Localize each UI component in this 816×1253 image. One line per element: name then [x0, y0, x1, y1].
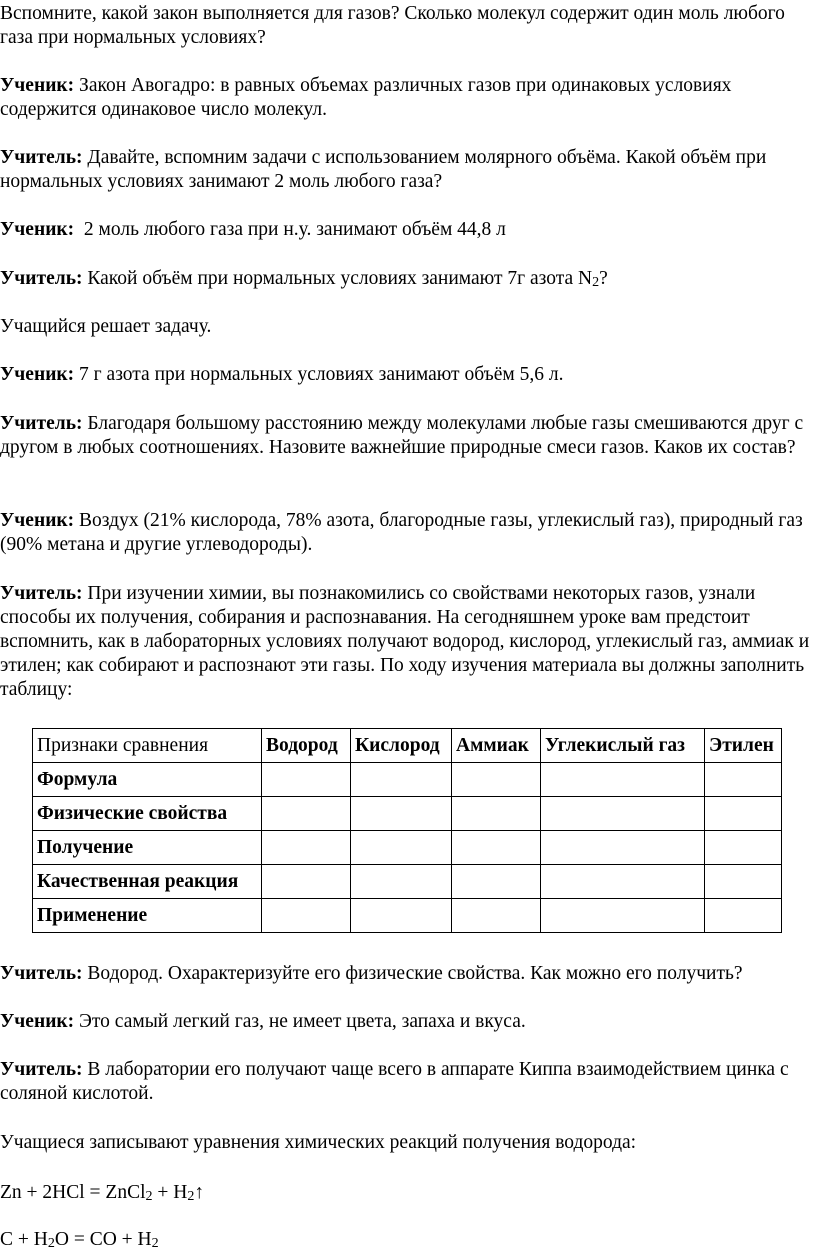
table-header-cell: Признаки сравнения — [33, 729, 262, 763]
table-cell — [262, 763, 351, 797]
table-row — [33, 899, 782, 933]
table-cell — [262, 797, 351, 831]
paragraph-teacher-mixtures — [0, 412, 814, 460]
comparison-table — [32, 728, 782, 933]
equation-zinc — [0, 1181, 814, 1205]
paragraph-text: Давайте, вспомним задачи с использованием молярного объёма. Какой объём при нормальных условиях занимают 2 моль любого газа? — [0, 147, 767, 192]
equation-part: C + H — [0, 1229, 48, 1250]
equation-part: + H — [152, 1182, 188, 1203]
table-cell — [262, 899, 351, 933]
table-cell — [452, 763, 541, 797]
paragraph-text: Это самый легкий газ, не имеет цвета, запаха и вкуса. — [74, 1011, 526, 1032]
table-header-cell: Водород — [262, 729, 351, 763]
table-cell — [351, 831, 452, 865]
table-header-row — [33, 729, 782, 763]
equation-carbon — [0, 1228, 814, 1252]
table-cell — [541, 763, 705, 797]
speaker-label: Учитель: — [0, 413, 83, 434]
table-cell — [452, 899, 541, 933]
subscript: 2 — [151, 1235, 159, 1252]
speaker-label: Учитель: — [0, 268, 83, 289]
subscript: 2 — [47, 1235, 55, 1252]
paragraph-text: Вспомните, какой закон выполняется для газов? Сколько молекул содержит один моль любого газа при нормальных условиях? — [0, 3, 785, 48]
paragraph-student-answer — [0, 363, 814, 387]
up-arrow-icon: ↑ — [194, 1182, 205, 1203]
table-cell — [262, 831, 351, 865]
table-cell — [705, 763, 782, 797]
speaker-label: Учитель: — [0, 963, 83, 984]
subscript: 2 — [187, 1188, 195, 1205]
speaker-label: Ученик: — [0, 510, 75, 531]
table-cell — [351, 797, 452, 831]
table-row-header: Качественная реакция — [33, 865, 262, 899]
paragraph-text: Воздух (21% кислорода, 78% азота, благородные газы, углекислый газ), природный газ (90% метана и другие углеводороды). — [0, 510, 803, 555]
paragraph-teacher-hydrogen — [0, 962, 814, 986]
table-cell — [452, 797, 541, 831]
paragraph-student-solves — [0, 315, 814, 339]
paragraph-student-hydrogen — [0, 1010, 814, 1034]
paragraph-text: 2 моль любого газа при н.у. занимают объём 44,8 л — [74, 219, 506, 240]
table-row-header: Применение — [33, 899, 262, 933]
table-cell — [705, 865, 782, 899]
table-cell — [541, 797, 705, 831]
paragraph-students-write — [0, 1131, 814, 1155]
speaker-label: Учитель: — [0, 147, 83, 168]
table-cell — [705, 797, 782, 831]
paragraph-text: Водород. Охарактеризуйте его физические свойства. Как можно его получить? — [82, 963, 743, 984]
paragraph-text: 7 г азота при нормальных условиях занимают объём 5,6 л. — [74, 364, 564, 385]
table-cell — [541, 865, 705, 899]
paragraph-teacher-kipp — [0, 1058, 814, 1106]
paragraph-student-air — [0, 509, 814, 557]
table-header-cell: Кислород — [351, 729, 452, 763]
paragraph-text: Учащиеся записывают уравнения химических реакций получения водорода: — [0, 1132, 637, 1153]
table-cell — [351, 865, 452, 899]
table-cell — [351, 763, 452, 797]
table-cell — [452, 865, 541, 899]
paragraph-teacher-table-intro — [0, 582, 814, 702]
speaker-label: Ученик: — [0, 1011, 75, 1032]
paragraph-text-end: ? — [599, 268, 608, 289]
paragraph-teacher-molar-volume — [0, 146, 814, 194]
paragraph-teacher-nitrogen — [0, 267, 814, 291]
paragraph-text: Благодаря большому расстоянию между молекулами любые газы смешиваются друг с другом в любых соотношениях. Назовите важнейшие природные смеси газов. Каков их состав? — [0, 413, 804, 458]
speaker-label: Учитель: — [0, 1059, 83, 1080]
paragraph-student-volume — [0, 218, 814, 242]
table-header-cell: Углекислый газ — [541, 729, 705, 763]
speaker-label: Ученик: — [0, 219, 75, 240]
table-cell — [262, 865, 351, 899]
table-header-cell: Аммиак — [452, 729, 541, 763]
speaker-label: Учитель: — [0, 583, 83, 604]
paragraph-student-avogadro — [0, 74, 814, 122]
table-cell — [705, 831, 782, 865]
table-row — [33, 797, 782, 831]
table-row — [33, 831, 782, 865]
table-cell — [351, 899, 452, 933]
table-row — [33, 865, 782, 899]
paragraph-text: В лаборатории его получают чаще всего в аппарате Киппа взаимодействием цинка с соляной кислотой. — [0, 1059, 789, 1104]
paragraph-text: При изучении химии, вы познакомились со свойствами некоторых газов, узнали способы их получения, собирания и распознавания. На сегодняшнем уроке вам предстоит вспомнить, как в лабораторных условиях получают водород, кислород, углекислый газ, аммиак и этилен; как собирают и распознают эти газы. По ходу изучения материала вы должны заполнить таблицу: — [0, 583, 810, 700]
equation-part: Zn + 2HCl = ZnCl — [0, 1182, 146, 1203]
paragraph-text: Какой объём при нормальных условиях занимают 7г азота N — [82, 268, 593, 289]
table-header-cell: Этилен — [705, 729, 782, 763]
table-row-header: Получение — [33, 831, 262, 865]
equation-part: O = CO + H — [54, 1229, 152, 1250]
table-row-header: Физические свойства — [33, 797, 262, 831]
paragraph-text: Учащийся решает задачу. — [0, 316, 212, 337]
subscript: 2 — [592, 274, 600, 291]
table-cell — [541, 831, 705, 865]
table-cell — [541, 899, 705, 933]
table-row — [33, 763, 782, 797]
subscript: 2 — [145, 1188, 153, 1205]
speaker-label: Ученик: — [0, 364, 75, 385]
paragraph-text: Закон Авогадро: в равных объемах различных газов при одинаковых условиях содержится одинаковое число молекул. — [0, 75, 732, 120]
table-row-header: Формула — [33, 763, 262, 797]
paragraph-question — [0, 2, 814, 50]
table-cell — [452, 831, 541, 865]
table-cell — [705, 899, 782, 933]
speaker-label: Ученик: — [0, 75, 75, 96]
